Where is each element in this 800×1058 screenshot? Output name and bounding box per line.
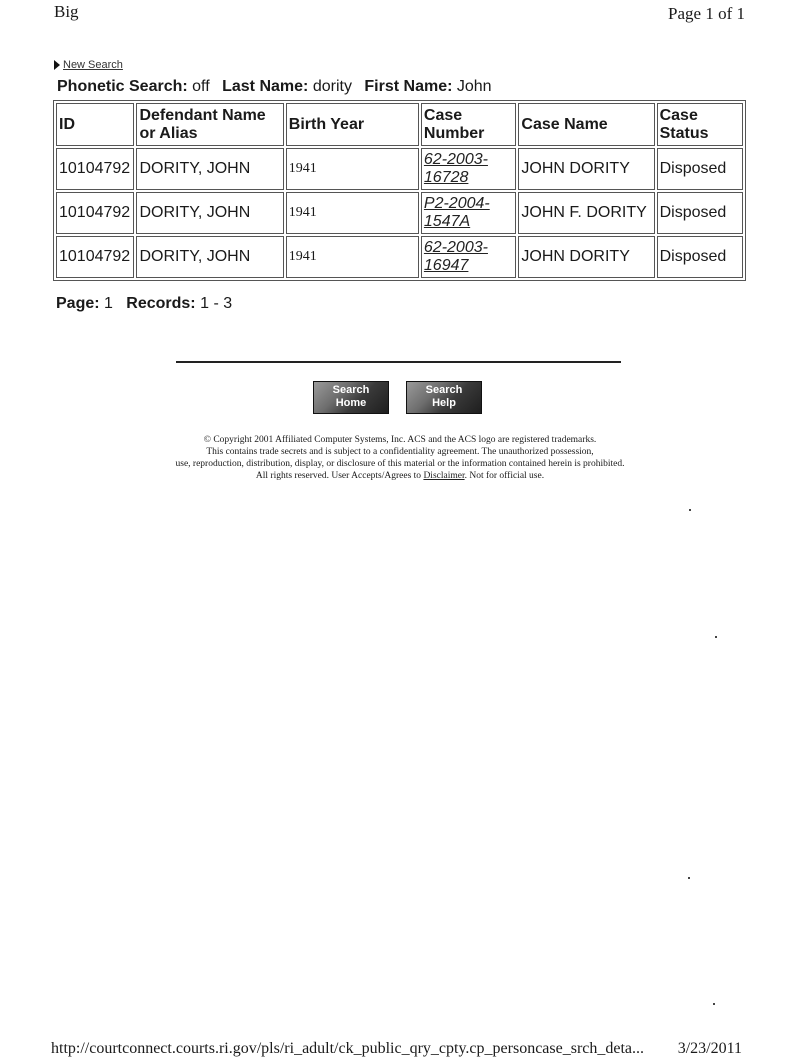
copyright-notice <box>100 434 700 482</box>
first-name-label: First Name: <box>364 78 453 95</box>
search-home-button[interactable] <box>313 381 389 414</box>
rights-text-end: . Not for official use. <box>464 471 545 481</box>
print-footer-url: http://courtconnect.courts.ri.gov/pls/ri_adult/ck_public_qry_cpty.cp_personcase_srch_deta... <box>51 1040 645 1057</box>
scan-speck <box>688 877 690 879</box>
search-help-line1: Search <box>425 384 463 396</box>
header-case-number: Case Number <box>421 103 517 146</box>
print-header-title: Big <box>54 2 79 21</box>
cell-case-number <box>421 236 517 278</box>
copyright-line: use, reproduction, distribution, display, or disclosure of this material or the information contained herein is prohibited. <box>175 459 625 469</box>
case-number-link[interactable]: 62-2003-16947 <box>423 239 488 274</box>
search-home-line1: Search <box>332 384 370 396</box>
copyright-line: This contains trade secrets and is subject to a confidentiality agreement. The unauthorized possession, <box>206 447 594 457</box>
horizontal-divider <box>176 361 621 363</box>
cell-defendant-name: DORITY, JOHN <box>136 236 283 278</box>
rights-text: All rights reserved. User Accepts/Agrees to <box>255 471 422 481</box>
cell-id: 10104792 <box>56 192 134 234</box>
table-row <box>56 148 743 190</box>
cell-case-name: JOHN DORITY <box>518 148 654 190</box>
copyright-line: © Copyright 2001 Affiliated Computer Systems, Inc. ACS and the ACS logo are registered trademarks. <box>203 435 597 445</box>
cell-case-status: Disposed <box>657 236 743 278</box>
cell-case-name: JOHN DORITY <box>518 236 654 278</box>
header-case-status: Case Status <box>657 103 743 146</box>
page-value: 1 <box>104 295 113 312</box>
print-footer-date: 3/23/2011 <box>677 1040 742 1057</box>
results-table <box>53 100 746 281</box>
disclaimer-link[interactable]: Disclaimer <box>423 471 465 481</box>
last-name-value: dority <box>312 78 352 95</box>
case-number-link[interactable]: P2-2004-1547A <box>423 195 490 230</box>
cell-case-number <box>421 148 517 190</box>
copyright-line <box>100 470 700 482</box>
table-header-row <box>56 103 743 146</box>
cell-id: 10104792 <box>56 236 134 278</box>
print-header-page-number: Page 1 of 1 <box>668 4 745 23</box>
cell-case-name: JOHN F. DORITY <box>518 192 654 234</box>
search-home-line2: Home <box>335 397 367 409</box>
paging-info <box>56 295 232 313</box>
cell-defendant-name: DORITY, JOHN <box>136 192 283 234</box>
cell-case-number <box>421 192 517 234</box>
page-label: Page: <box>56 295 100 312</box>
cell-birth-year: 1941 <box>286 192 419 234</box>
new-search-link[interactable]: New Search <box>63 59 123 71</box>
cell-birth-year: 1941 <box>286 236 419 278</box>
cell-defendant-name: DORITY, JOHN <box>136 148 283 190</box>
search-criteria <box>57 78 492 96</box>
header-case-name: Case Name <box>518 103 654 146</box>
cell-id: 10104792 <box>56 148 134 190</box>
records-label: Records: <box>126 295 196 312</box>
table-row <box>56 236 743 278</box>
cell-case-status: Disposed <box>657 148 743 190</box>
header-id: ID <box>56 103 134 146</box>
play-arrow-icon <box>54 60 60 70</box>
scan-speck <box>713 1003 715 1005</box>
phonetic-search-label: Phonetic Search: <box>57 78 188 95</box>
header-defendant-name: Defendant Name or Alias <box>136 103 283 146</box>
first-name-value: John <box>456 78 492 95</box>
search-help-button[interactable] <box>406 381 482 414</box>
table-row <box>56 192 743 234</box>
header-birth-year: Birth Year <box>286 103 419 146</box>
cell-case-status: Disposed <box>657 192 743 234</box>
cell-birth-year: 1941 <box>286 148 419 190</box>
scan-speck <box>689 509 691 511</box>
records-value: 1 - 3 <box>200 295 233 312</box>
phonetic-search-value: off <box>192 78 210 95</box>
last-name-label: Last Name: <box>222 78 309 95</box>
scan-speck <box>715 636 717 638</box>
case-number-link[interactable]: 62-2003-16728 <box>423 151 488 186</box>
new-search-nav <box>54 59 123 71</box>
search-help-line2: Help <box>432 397 456 409</box>
